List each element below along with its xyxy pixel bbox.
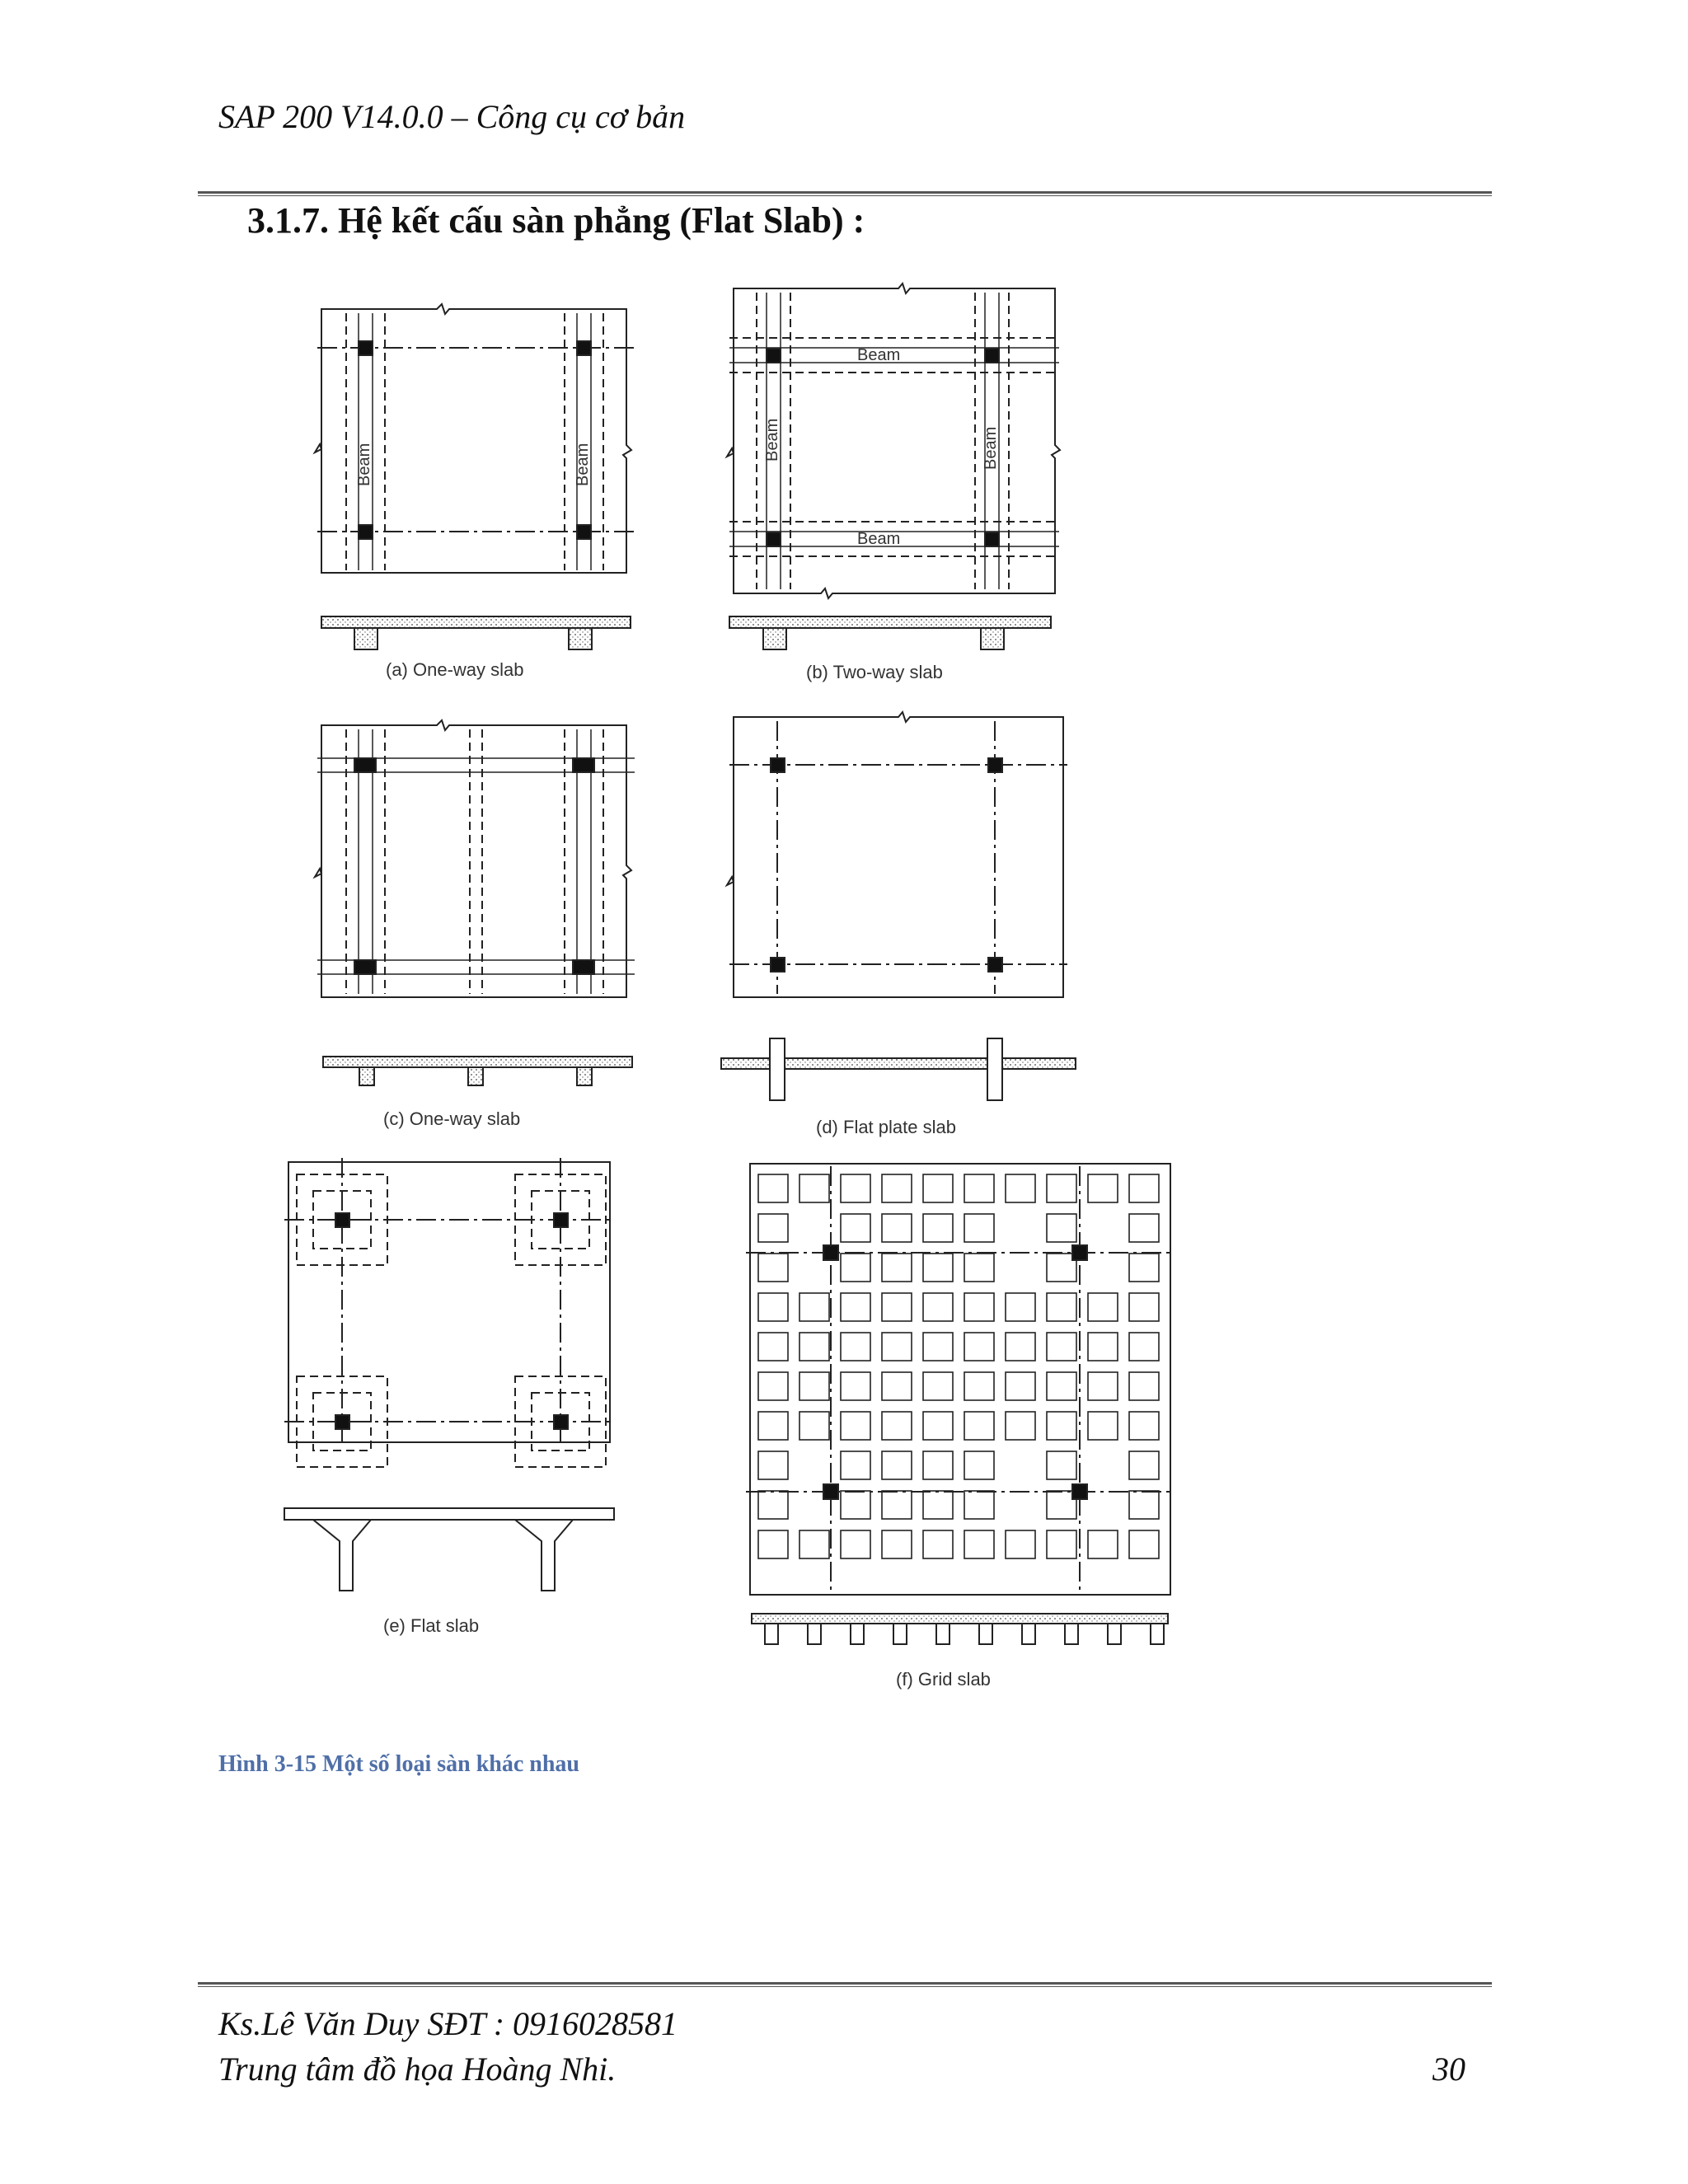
- panel-b-caption: (b) Two-way slab: [806, 662, 943, 682]
- panel-a-beam-label-left: Beam: [355, 443, 373, 486]
- panel-c-caption: (c) One-way slab: [383, 1108, 521, 1129]
- footer-organization: Trung tâm đồ họa Hoàng Nhi.: [218, 2050, 617, 2088]
- panel-f-grid-slab: [746, 1164, 1175, 1690]
- document-header-title: SAP 200 V14.0.0 – Công cụ cơ bản: [218, 98, 686, 135]
- panel-a-beam-label-right: Beam: [574, 443, 592, 486]
- panel-e-flat-slab: [284, 1158, 614, 1636]
- panel-b-two-way-slab: [727, 284, 1060, 682]
- page-number: 30: [1432, 2050, 1465, 2088]
- panel-b-beam-label-bottom: Beam: [857, 530, 901, 548]
- panel-b-beam-label-top: Beam: [857, 346, 901, 364]
- panel-b-beam-label-left: Beam: [763, 418, 781, 462]
- slab-types-figure: [272, 272, 1203, 1714]
- panel-b-beam-label-right: Beam: [982, 426, 1000, 470]
- figure-caption: Hình 3-15 Một số loại sàn khác nhau: [218, 1751, 579, 1777]
- panel-f-caption: (f) Grid slab: [896, 1669, 991, 1690]
- panel-a-caption: (a) One-way slab: [386, 659, 524, 680]
- header-divider: [198, 191, 1492, 196]
- footer-author: Ks.Lê Văn Duy SĐT : 0916028581: [218, 2005, 678, 2042]
- panel-d-caption: (d) Flat plate slab: [816, 1117, 956, 1137]
- panel-e-caption: (e) Flat slab: [383, 1615, 480, 1636]
- footer-divider: [198, 1982, 1492, 1987]
- panel-d-flat-plate-slab: [721, 712, 1076, 1137]
- panel-c-one-way-slab: [315, 720, 635, 1129]
- section-heading: 3.1.7. Hệ kết cấu sàn phẳng (Flat Slab) :: [247, 200, 865, 241]
- panel-a-one-way-slab: [315, 304, 635, 680]
